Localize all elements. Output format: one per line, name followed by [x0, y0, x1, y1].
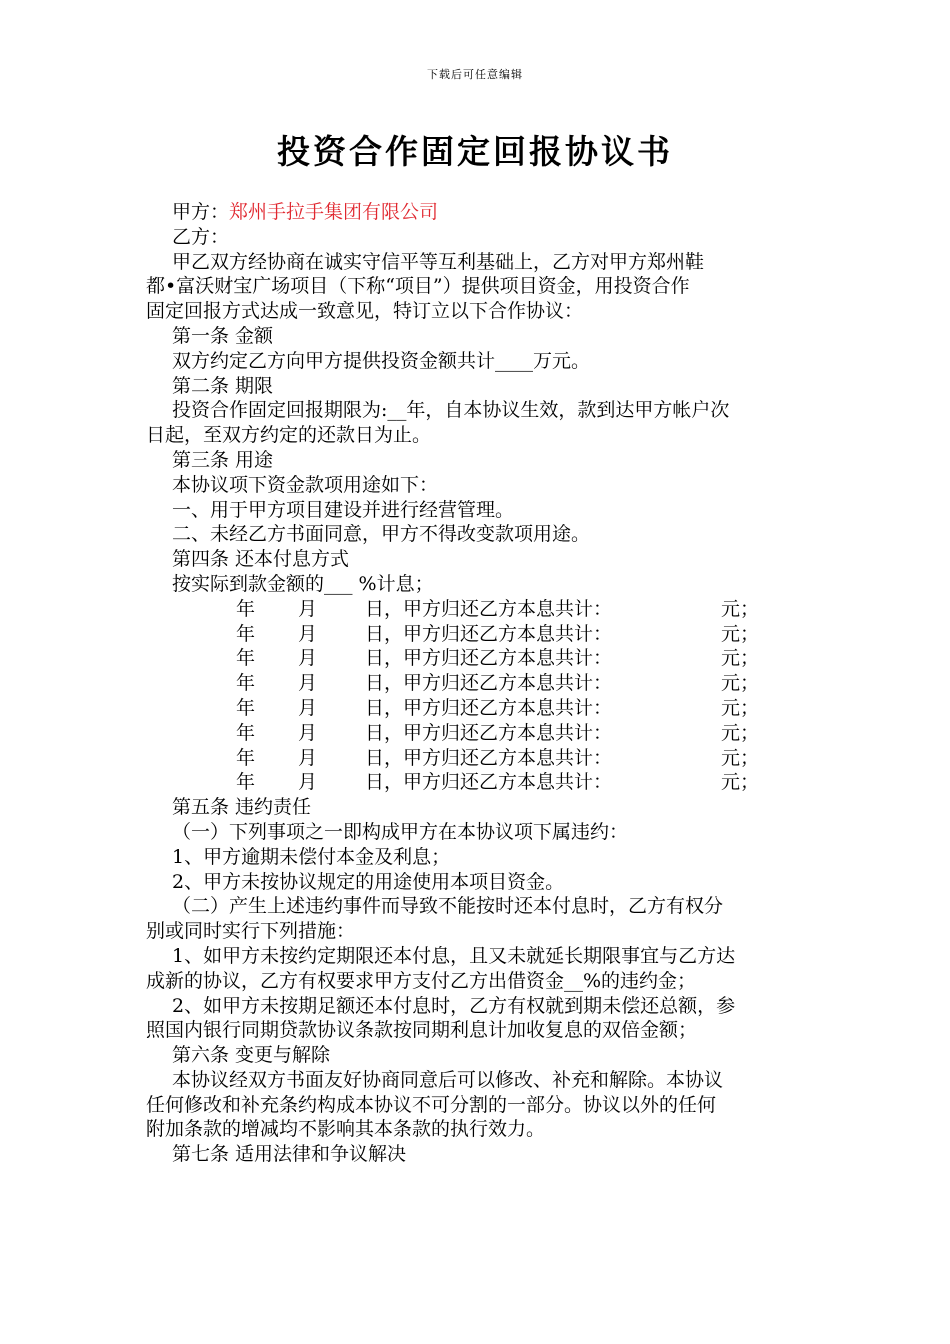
year-label: 年: [236, 672, 256, 695]
month-label: 月: [298, 696, 318, 719]
yuan-label: 元；: [721, 647, 760, 670]
article-4-heading: 第四条 还本付息方式: [172, 548, 350, 571]
article-5-item: 2、甲方未按协议规定的用途使用本项目资金。: [172, 870, 565, 893]
month-label: 月: [298, 597, 318, 620]
article-5-item: 照国内银行同期贷款协议条款按同期利息计加收复息的双倍金额；: [146, 1019, 698, 1042]
document-body: [146, 200, 806, 1167]
intro-line: 固定回报方式达成一致意见，特订立以下合作协议：: [146, 300, 584, 323]
month-label: 月: [298, 771, 318, 794]
intro-line: 甲乙双方经协商在诚实守信平等互利基础上，乙方对甲方郑州鞋: [172, 250, 705, 273]
article-2-text: 日起，至双方约定的还款日为止。: [146, 424, 432, 447]
day-text: 日，甲方归还乙方本息共计：: [365, 672, 613, 695]
article-5-heading: 第五条 违约责任: [172, 796, 312, 819]
article-5-item: 1、甲方逾期未偿付本金及利息；: [172, 845, 451, 868]
day-text: 日，甲方归还乙方本息共计：: [365, 771, 613, 794]
yuan-label: 元；: [721, 746, 760, 769]
party-a-name: 郑州手拉手集团有限公司: [229, 201, 439, 223]
day-text: 日，甲方归还乙方本息共计：: [365, 721, 613, 744]
article-4-text: 按实际到款金额的___ %计息；: [172, 572, 434, 595]
article-5-item: 成新的协议，乙方有权要求甲方支付乙方出借资金__%的违约金；: [146, 969, 697, 992]
yuan-label: 元；: [721, 771, 760, 794]
month-label: 月: [298, 746, 318, 769]
article-7-heading: 第七条 适用法律和争议解决: [172, 1143, 407, 1166]
article-5-item: 2、如甲方未按期足额还本付息时，乙方有权就到期未偿还总额，参: [172, 994, 736, 1017]
yuan-label: 元；: [721, 597, 760, 620]
article-1-text: 双方约定乙方向甲方提供投资金额共计____万元。: [172, 349, 591, 372]
article-6-text: 任何修改和补充条约构成本协议不可分割的一部分。协议以外的任何: [146, 1093, 717, 1116]
party-a-line: [146, 200, 806, 225]
repayment-row: [146, 622, 806, 647]
document-title: 投资合作固定回报协议书: [277, 132, 673, 171]
repayment-row: [146, 770, 806, 795]
yuan-label: 元；: [721, 721, 760, 744]
repayment-row: [146, 746, 806, 771]
repayment-row: [146, 646, 806, 671]
repayment-row: [146, 696, 806, 721]
month-label: 月: [298, 672, 318, 695]
yuan-label: 元；: [721, 696, 760, 719]
month-label: 月: [298, 622, 318, 645]
repayment-row: [146, 597, 806, 622]
year-label: 年: [236, 622, 256, 645]
article-5-text: （二）产生上述违约事件而导致不能按时还本付息时，乙方有权分: [172, 895, 724, 918]
year-label: 年: [236, 746, 256, 769]
yuan-label: 元；: [721, 622, 760, 645]
year-label: 年: [236, 771, 256, 794]
repayment-row: [146, 721, 806, 746]
yuan-label: 元；: [721, 672, 760, 695]
article-6-heading: 第六条 变更与解除: [172, 1044, 331, 1067]
day-text: 日，甲方归还乙方本息共计：: [365, 746, 613, 769]
day-text: 日，甲方归还乙方本息共计：: [365, 647, 613, 670]
article-5-text: （一）下列事项之一即构成甲方在本协议项下属违约：: [172, 820, 629, 843]
day-text: 日，甲方归还乙方本息共计：: [365, 696, 613, 719]
article-5-text: 别或同时实行下列措施：: [146, 920, 356, 943]
month-label: 月: [298, 721, 318, 744]
article-2-heading: 第二条 期限: [172, 374, 274, 397]
article-3-item: 二、未经乙方书面同意，甲方不得改变款项用途。: [172, 523, 591, 546]
article-3-heading: 第三条 用途: [172, 448, 274, 471]
party-a-label: 甲方：: [172, 201, 230, 223]
article-1-heading: 第一条 金额: [172, 324, 274, 347]
day-text: 日，甲方归还乙方本息共计：: [365, 597, 613, 620]
article-5-item: 1、如甲方未按约定期限还本付息，且又未就延长期限事宜与乙方达: [172, 944, 736, 967]
party-b-line: 乙方：: [172, 225, 230, 248]
year-label: 年: [236, 647, 256, 670]
header-note: 下载后可任意编辑: [427, 68, 523, 81]
year-label: 年: [236, 721, 256, 744]
article-6-text: 本协议经双方书面友好协商同意后可以修改、补充和解除。本协议: [172, 1068, 724, 1091]
day-text: 日，甲方归还乙方本息共计：: [365, 622, 613, 645]
intro-line: 都•富沃财宝广场项目（下称“项目”）提供项目资金，用投资合作: [146, 275, 690, 298]
month-label: 月: [298, 647, 318, 670]
year-label: 年: [236, 696, 256, 719]
article-3-item: 一、用于甲方项目建设并进行经营管理。: [172, 498, 515, 521]
article-3-text: 本协议项下资金款项用途如下：: [172, 473, 439, 496]
article-6-text: 附加条款的增减均不影响其本条款的执行效力。: [146, 1118, 546, 1141]
repayment-row: [146, 671, 806, 696]
article-2-text: 投资合作固定回报期限为:__年，自本协议生效，款到达甲方帐户次: [172, 399, 730, 422]
year-label: 年: [236, 597, 256, 620]
